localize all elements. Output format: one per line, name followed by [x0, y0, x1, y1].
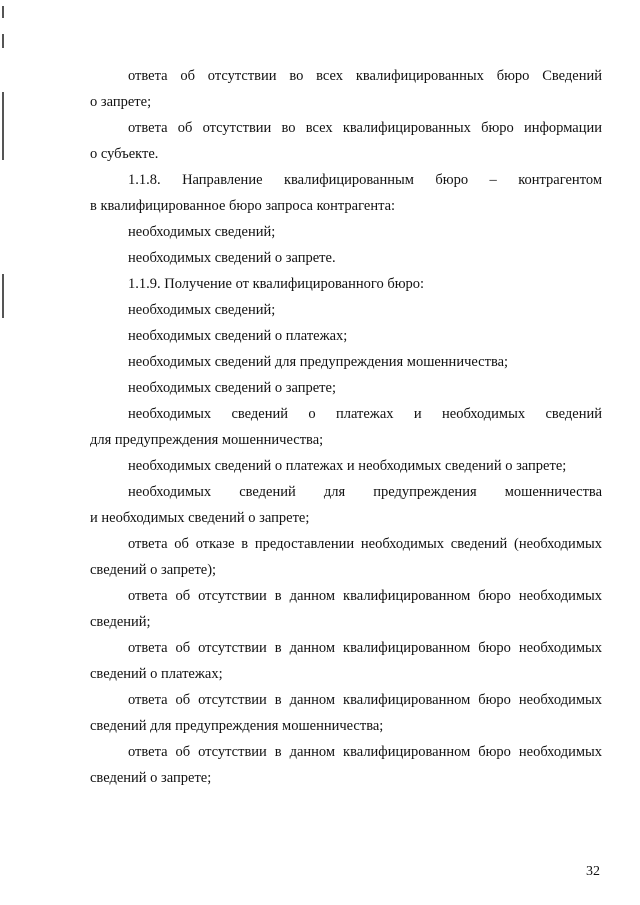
list-item	[90, 297, 602, 323]
paragraph-first-line: необходимых сведений о платежах и необходимых сведений	[128, 406, 602, 422]
scan-edge-mark	[2, 6, 4, 18]
paragraph-continuation: сведений для предупреждения мошенничества;	[90, 718, 384, 734]
paragraph-first-line: ответа об отсутствии в данном квалифицированном бюро необходимых	[128, 640, 602, 656]
paragraph-first-line: необходимых сведений для предупреждения мошенничества	[128, 484, 602, 500]
paragraph-continuation: и необходимых сведений о запрете;	[90, 510, 310, 526]
list-item	[90, 219, 602, 245]
list-item	[90, 453, 602, 479]
paragraph-first-line: необходимых сведений;	[128, 224, 276, 240]
list-item	[90, 245, 602, 271]
paragraph-first-line: необходимых сведений о запрете.	[128, 250, 336, 266]
paragraph-first-line: 1.1.8. Направление квалифицированным бюро – контрагентом	[128, 172, 602, 188]
list-item	[90, 349, 602, 375]
list-item	[90, 375, 602, 401]
paragraph-first-line: ответа об отсутствии в данном квалифицированном бюро необходимых	[128, 692, 602, 708]
paragraph	[90, 115, 602, 167]
list-item	[90, 635, 602, 687]
paragraph-continuation: о запрете;	[90, 94, 152, 110]
paragraph-first-line: ответа об отсутствии в данном квалифицированном бюро необходимых	[128, 588, 602, 604]
paragraph-continuation: сведений о запрете;	[90, 770, 212, 786]
scan-edge-mark	[2, 274, 4, 318]
list-item	[90, 739, 602, 791]
paragraph	[90, 63, 602, 115]
list-item	[90, 583, 602, 635]
paragraph-first-line: необходимых сведений о запрете;	[128, 380, 336, 396]
list-item	[90, 323, 602, 349]
paragraph-continuation: сведений о запрете);	[90, 562, 217, 578]
list-item	[90, 531, 602, 583]
paragraph-first-line: необходимых сведений о платежах;	[128, 328, 348, 344]
paragraph-continuation: сведений о платежах;	[90, 666, 223, 682]
section-1-1-9	[90, 271, 602, 297]
section-1-1-8	[90, 167, 602, 219]
page-number: 32	[586, 864, 600, 879]
scan-edge-mark	[2, 34, 4, 48]
paragraph-first-line: ответа об отказе в предоставлении необходимых сведений (необходимых	[128, 536, 602, 552]
paragraph-first-line: 1.1.9. Получение от квалифицированного бюро:	[128, 276, 425, 292]
list-item	[90, 401, 602, 453]
paragraph-first-line: ответа об отсутствии во всех квалифицированных бюро информации	[128, 120, 602, 136]
paragraph-first-line: необходимых сведений для предупреждения мошенничества;	[128, 354, 509, 370]
scan-edge-mark	[2, 92, 4, 160]
paragraph-first-line: необходимых сведений о платежах и необходимых сведений о запрете;	[128, 458, 567, 474]
paragraph-first-line: ответа об отсутствии в данном квалифицированном бюро необходимых	[128, 744, 602, 760]
paragraph-continuation: в квалифицированное бюро запроса контрагента:	[90, 198, 396, 214]
paragraph-continuation: сведений;	[90, 614, 151, 630]
paragraph-continuation: для предупреждения мошенничества;	[90, 432, 324, 448]
list-item	[90, 687, 602, 739]
list-item	[90, 479, 602, 531]
paragraph-continuation: о субъекте.	[90, 146, 159, 162]
paragraph-first-line: ответа об отсутствии во всех квалифицированных бюро Сведений	[128, 68, 602, 84]
paragraph-first-line: необходимых сведений;	[128, 302, 276, 318]
